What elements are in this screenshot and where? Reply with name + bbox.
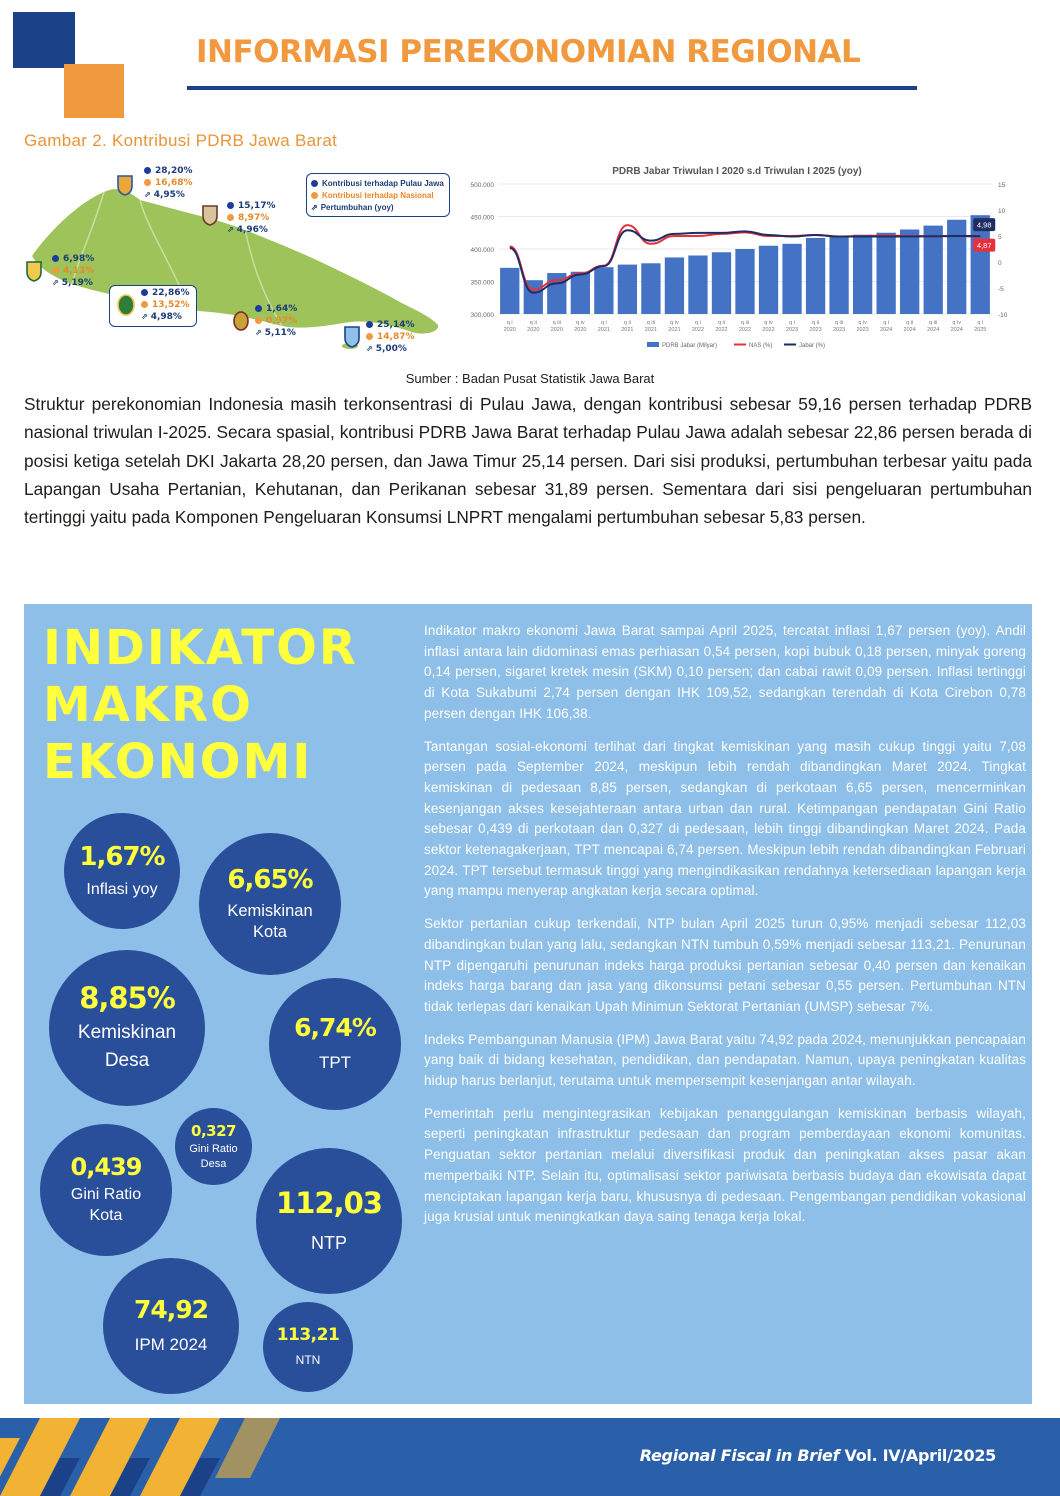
x-tick-label: q iv [952,320,961,326]
intro-paragraph: Struktur perekonomian Indonesia masih terkonsentrasi di Pulau Jawa, dengan kontribusi sebesar 59,16 persen terhadap PDRB nasional triwulan I-2025. Secara spasial, kontribusi PDRB Jawa Barat terhadap Pulau Jawa adalah sebesar 22,86 persen berada di posisi ketiga setelah DKI Jakarta 28,20 persen, dan Jawa Timur 25,14 persen. Dari sisi produksi, pertumbuhan terbesar yaitu pada Lapangan Usaha Pertanian, Kehutanan, dan Perikanan sebesar 31,89 persen. Sementara dari sisi pengeluaran pertumbuhan tertinggi yaitu pada Komponen Pengeluaran Konsumsi LNPRT mengalami pertumbuhan sebesar 5,83 persen. [24,394,1032,528]
bubble-inflation: 1,67% Inflasi yoy [64,813,180,929]
jabar-end-label: 4,98 [976,220,992,230]
indicator-title [43,620,358,791]
indicator-paragraph-3: Sektor pertanian cukup terkendali, NTP bulan April 2025 turun 0,95% menjadi sebesar 112,03 dibandingkan bulan yang lalu, sedangkan NTN tumbuh 0,59% menjadi sebesar 113,21. Penurunan NTP dipengaruhi penurunan indeks harga produksi pertanian sebesar 0,40 persen dan kenaikan indeks harga barang dan jasa yang dikonsumsi petani sebesar 0,55 persen. Pertumbuhan NTN tidak terlepas dari kenaikan Upah Minimun Sektorat Pertanian (UMSP) sebesar 7%. [424,916,1026,1014]
x-tick-year: 2020 [574,327,587,333]
map-legend: Kontribusi terhadap Pulau Jawa Kontribusi terhadap Nasional ⇗ Pertumbuhan (yoy) [306,173,450,217]
pdrb-bar [829,236,848,314]
x-tick-label: q ii [717,320,725,326]
pdrb-chart-svg [462,160,1032,360]
legend-nas: NAS (%) [749,343,773,349]
x-tick-year: 2023 [856,327,869,333]
right-tick-label: 5 [998,234,1002,241]
right-tick-label: -10 [998,312,1008,319]
pdrb-bar [712,252,731,314]
pdrb-bar [571,272,590,314]
pdrb-bar [947,220,966,314]
banten-emblem-icon [24,260,44,282]
indicator-title-line-2: MAKRO [43,677,253,733]
pdrb-chart [462,160,1032,360]
x-tick-year: 2024 [950,327,963,333]
x-tick-label: q i [883,320,890,326]
x-tick-label: q iv [858,320,867,326]
figure-caption: Gambar 2. Kontribusi PDRB Jawa Barat [24,131,338,150]
bubble-ntp: 112,03 NTP [256,1148,402,1294]
x-tick-year: 2021 [644,327,658,333]
bubble-gini-rural: 0,327 Gini Ratio Desa [175,1108,252,1185]
nas-end-label: 4,87 [976,241,992,251]
title-underline [187,86,917,90]
jakarta-emblem-icon [115,174,135,196]
x-tick-label: q iii [740,320,750,326]
indicator-paragraph-5: Pemerintah perlu mengintegrasikan kebijakan penanggulangan kemiskinan berbasis wilayah, seperti peningkatan infrastruktur pedesaan dan program pemberdayaan ekonomi komunitas. Penguatan sektor pertanian melalui diversifikasi produk dan peningkatan akses pasar akan memperbaiki NTP. Selain itu, optimalisasi sektor pariwisata berbasis budaya dan ekowisata dapat menciptakan lapangan kerja baru, khususnya di pedesaan. Pengembangan pendidikan vokasional juga krusial untuk meningkatkan daya saing tenaga kerja lokal. [424,1105,1026,1225]
left-tick-label: 400.000 [470,247,494,254]
x-tick-year: 2022 [738,327,752,333]
x-tick-label: q i [600,320,607,326]
yogyakarta-emblem-icon [232,310,250,332]
stat-central-java: 15,17% 8,97% ⇗ 4,96% [227,201,276,235]
x-tick-year: 2024 [927,327,940,333]
x-tick-label: q iii [834,320,844,326]
left-tick-label: 350.000 [470,279,494,287]
indicator-paragraph-1: Indikator makro ekonomi Jawa Barat sampai April 2025, tercatat inflasi 1,67 persen (yoy). Andil inflasi antara lain didominasi emas perhiasan 0,54 persen, kopi bubuk 0,18 persen, minyak goreng 0,14 persen, sigaret kretek mesin (SKM) 0,10 persen; dan cabai rawit 0,09 persen. Inflasi tertinggi di Kota Sukabumi 2,74 persen dengan IHK 109,52, sedangkan terendah di Kota Cirebon 0,78 persen dengan IHK 106,38. [424,623,1026,721]
figure-source: Sumber : Badan Pusat Statistik Jawa Barat [405,371,655,386]
left-tick-label: 300.000 [470,312,494,319]
x-tick-label: q i [506,320,513,326]
stat-west-java: 22,86% 13,52% ⇗ 4,98% [141,288,190,322]
x-tick-label: q i [977,320,984,326]
left-tick-label: 450.000 [470,214,494,222]
pdrb-bar [806,238,825,314]
x-tick-label: q ii [529,320,537,326]
pdrb-bar [759,246,778,314]
x-tick-label: q ii [906,320,914,326]
x-tick-year: 2020 [550,327,563,333]
pdrb-bar [782,244,801,314]
pdrb-bar [900,230,919,315]
right-tick-label: 15 [998,182,1006,189]
x-tick-label: q i [789,320,795,326]
bubble-rural-poverty: 8,85% Kemiskinan Desa [49,950,205,1106]
pdrb-bar [853,235,872,314]
x-tick-year: 2024 [903,327,916,333]
stat-yogyakarta: 1,64% 0,97% ⇗ 5,11% [255,304,298,338]
legend-pdrb: PDRB Jabar (Milyar) [662,343,718,349]
x-tick-year: 2020 [527,327,540,333]
east-java-emblem-icon [342,325,362,349]
pdrb-bar [688,256,707,315]
left-tick-label: 500.000 [470,182,494,189]
central-java-emblem-icon [200,204,220,226]
right-tick-label: -5 [998,286,1004,293]
stat-east-java: 25,14% 14,87% ⇗ 5,00% [366,320,415,354]
pdrb-bar [594,267,613,314]
pdrb-bar [641,263,660,314]
x-tick-label: q iv [764,320,773,326]
indicator-paragraph-2: Tantangan sosial-ekonomi terlihat dari tingkat kemiskinan yang masih cukup tinggi yaitu 7,08 persen pada September 2024, meskipun lebih rendah dibandingkan Maret 2024. Tingkat kemiskinan di pedesaan 8,85 persen, sedangkan di perkotaan 6,65 persen, mencerminkan kesenjangan akses kesejahteraan antara urban dan rural. Ketimpangan pendapatan Gini Ratio sebesar 0,439 di perkotaan dan 0,327 di pedesaan, lebih tinggi dibandingkan Maret 2024. Pada sektor ketenagakerjaan, TPT mencapai 6,74 persen. Meskipun lebih rendah dibandingkan Februari 2024. TPT tersebut termasuk tinggi yang mengindikasikan rendahnya ketersediaan lapangan kerja yang mampu menyerap angkatan kerja secara optimal. [424,738,1026,899]
bubble-tpt: 6,74% TPT [269,978,401,1110]
x-tick-label: q iv [576,320,585,326]
chart-title: PDRB Jabar Triwulan I 2020 s.d Triwulan I 2025 (yoy) [612,166,862,177]
x-tick-label: q ii [812,320,820,326]
x-tick-year: 2023 [832,327,846,333]
x-tick-label: q ii [623,320,631,326]
x-tick-year: 2021 [668,327,681,333]
x-tick-year: 2025 [974,327,987,333]
pdrb-bar [876,233,895,314]
x-tick-label: q iii [552,320,561,326]
x-tick-label: q iii [929,320,938,326]
bubble-gini-urban: 0,439 Gini Ratio Kota [40,1124,172,1256]
legend-swatch-pdrb [647,342,659,347]
decor-square-orange [64,64,124,118]
pdrb-bar [618,265,637,314]
x-tick-year: 2021 [621,327,634,333]
x-tick-year: 2023 [809,327,822,333]
x-tick-year: 2022 [762,327,775,333]
pdrb-bar [500,268,519,314]
pdrb-bar [735,249,754,314]
x-tick-label: q i [695,320,701,326]
x-tick-year: 2022 [715,327,728,333]
indicator-text [424,621,1026,1240]
footer-stripes [0,1418,300,1496]
stat-jakarta: 28,20% 16,68% ⇗ 4,95% [144,166,193,200]
x-tick-year: 2022 [691,327,705,333]
right-tick-label: 10 [998,208,1006,215]
indicator-title-line-1: INDIKATOR [43,620,358,676]
legend-jabar: Jabar (%) [799,343,826,349]
decor-square-blue [13,12,75,68]
footer-publication: Regional Fiscal in Brief Vol. IV/April/2025 [639,1446,996,1465]
indicator-title-line-3: EKONOMI [43,734,313,790]
indicator-paragraph-4: Indeks Pembangunan Manusia (IPM) Jawa Barat yaitu 74,92 pada 2024, menunjukkan pencapaian yang baik di bidang kesehatan, pendidikan, dan pendapatan. Namun, upaya peningkatan kualitas hidup harus berlanjut, terutama untuk mempersempit kesenjangan antar wilayah. [424,1031,1026,1089]
page-title: INFORMASI PEREKONOMIAN REGIONAL [196,34,861,70]
bubble-urban-poverty: 6,65% Kemiskinan Kota [199,833,341,975]
stat-banten: 6,98% 4,13% ⇗ 5,19% [52,254,95,288]
x-tick-year: 2020 [503,327,516,333]
x-tick-year: 2023 [785,327,799,333]
x-tick-year: 2021 [597,327,610,333]
x-tick-year: 2024 [880,327,893,333]
pdrb-bar [665,257,684,314]
x-tick-label: q iv [670,320,679,326]
west-java-emblem-icon [116,293,136,317]
x-tick-label: q iii [646,320,656,326]
bubble-ntn: 113,21 NTN [263,1302,353,1392]
pdrb-bar [924,226,943,314]
right-tick-label: 0 [998,260,1002,267]
bubble-ipm: 74,92 IPM 2024 [103,1258,239,1394]
